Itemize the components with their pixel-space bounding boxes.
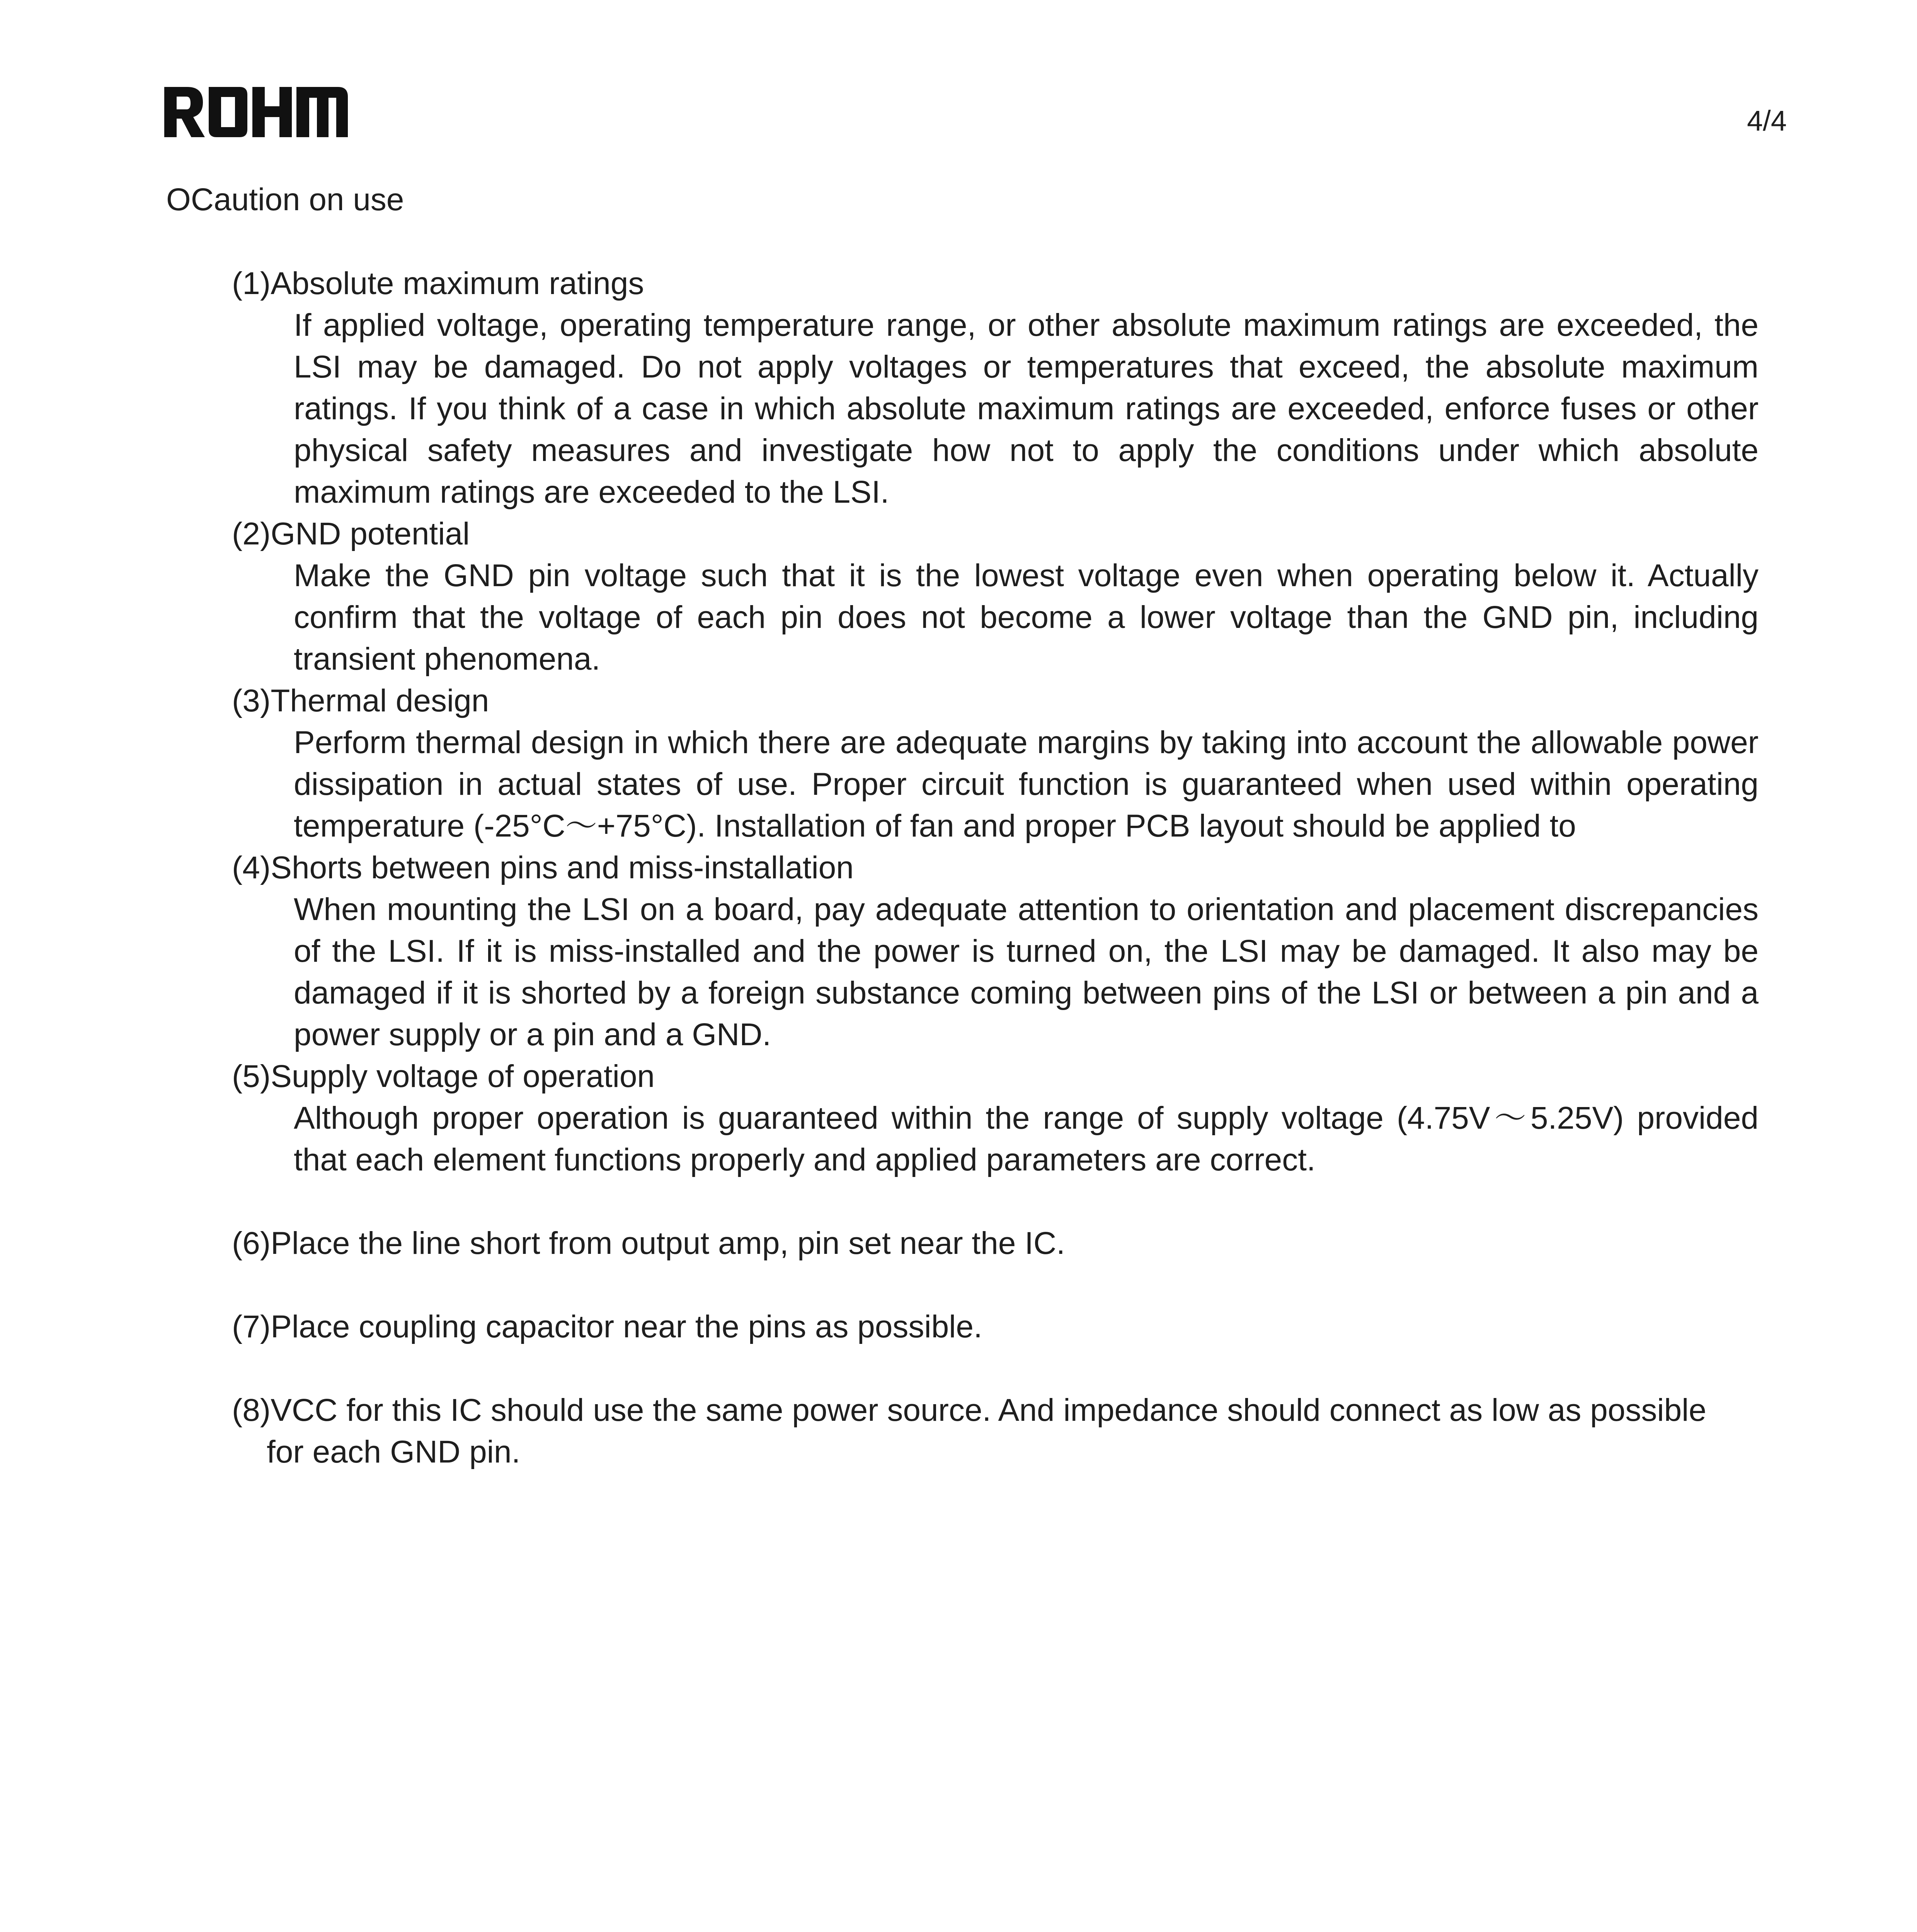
list-item — [232, 1306, 1759, 1348]
item-heading: (1)Absolute maximum ratings — [232, 266, 644, 301]
list-item — [232, 680, 1759, 847]
item-body: Although proper operation is guaranteed within the range of supply voltage (4.75V～5.25V) provided that each element functions properly and applied parameters are correct. — [294, 1100, 1759, 1177]
item-text: (7)Place coupling capacitor near the pins as possible. — [232, 1309, 982, 1344]
item-body: When mounting the LSI on a board, pay adequate attention to orientation and placement discrepancies of the LSI. If it is miss-installed and the power is turned on, the LSI may be damaged. It also may be damaged if it is shorted by a foreign substance coming between pins of the LSI or between a pin and a power supply or a pin and a GND. — [294, 892, 1759, 1052]
list-item — [232, 263, 1759, 513]
item-text: (8)VCC for this IC should use the same power source. And impedance should connect as low as possible — [232, 1393, 1707, 1428]
rohm-logo — [164, 83, 350, 141]
item-body: Perform thermal design in which there are adequate margins by taking into account the allowable power dissipation in actual states of use. Proper circuit function is guaranteed when used within operating temperature (-25°C～+75°C). Installation of fan and proper PCB layout should be applied to — [294, 725, 1759, 844]
list-item — [232, 1056, 1759, 1181]
section-title: OCaution on use — [166, 182, 404, 217]
item-text-continuation: for each GND pin. — [267, 1434, 521, 1469]
item-body: If applied voltage, operating temperature range, or other absolute maximum ratings are exceeded, the LSI may be damaged. Do not apply voltages or temperatures that exceed, the absolute maximum ratings. If you think of a case in which absolute maximum ratings are exceeded, enforce fuses or other physical safety measures and investigate how not to apply the conditions under which absolute maximum ratings are exceeded to the LSI. — [294, 308, 1759, 510]
caution-list — [232, 263, 1759, 1473]
item-heading: (2)GND potential — [232, 516, 470, 551]
item-heading: (4)Shorts between pins and miss-installation — [232, 850, 854, 885]
list-item — [232, 513, 1759, 680]
list-item — [232, 1389, 1759, 1473]
item-text: (6)Place the line short from output amp, pin set near the IC. — [232, 1226, 1065, 1261]
page-number: 4/4 — [1747, 105, 1787, 137]
item-body: Make the GND pin voltage such that it is the lowest voltage even when operating below it. Actually confirm that the voltage of each pin does not become a lower voltage than the GND pin, including transient phenomena. — [294, 558, 1759, 677]
list-item — [232, 1223, 1759, 1264]
item-heading: (3)Thermal design — [232, 683, 489, 718]
item-heading: (5)Supply voltage of operation — [232, 1059, 655, 1094]
list-item — [232, 847, 1759, 1056]
